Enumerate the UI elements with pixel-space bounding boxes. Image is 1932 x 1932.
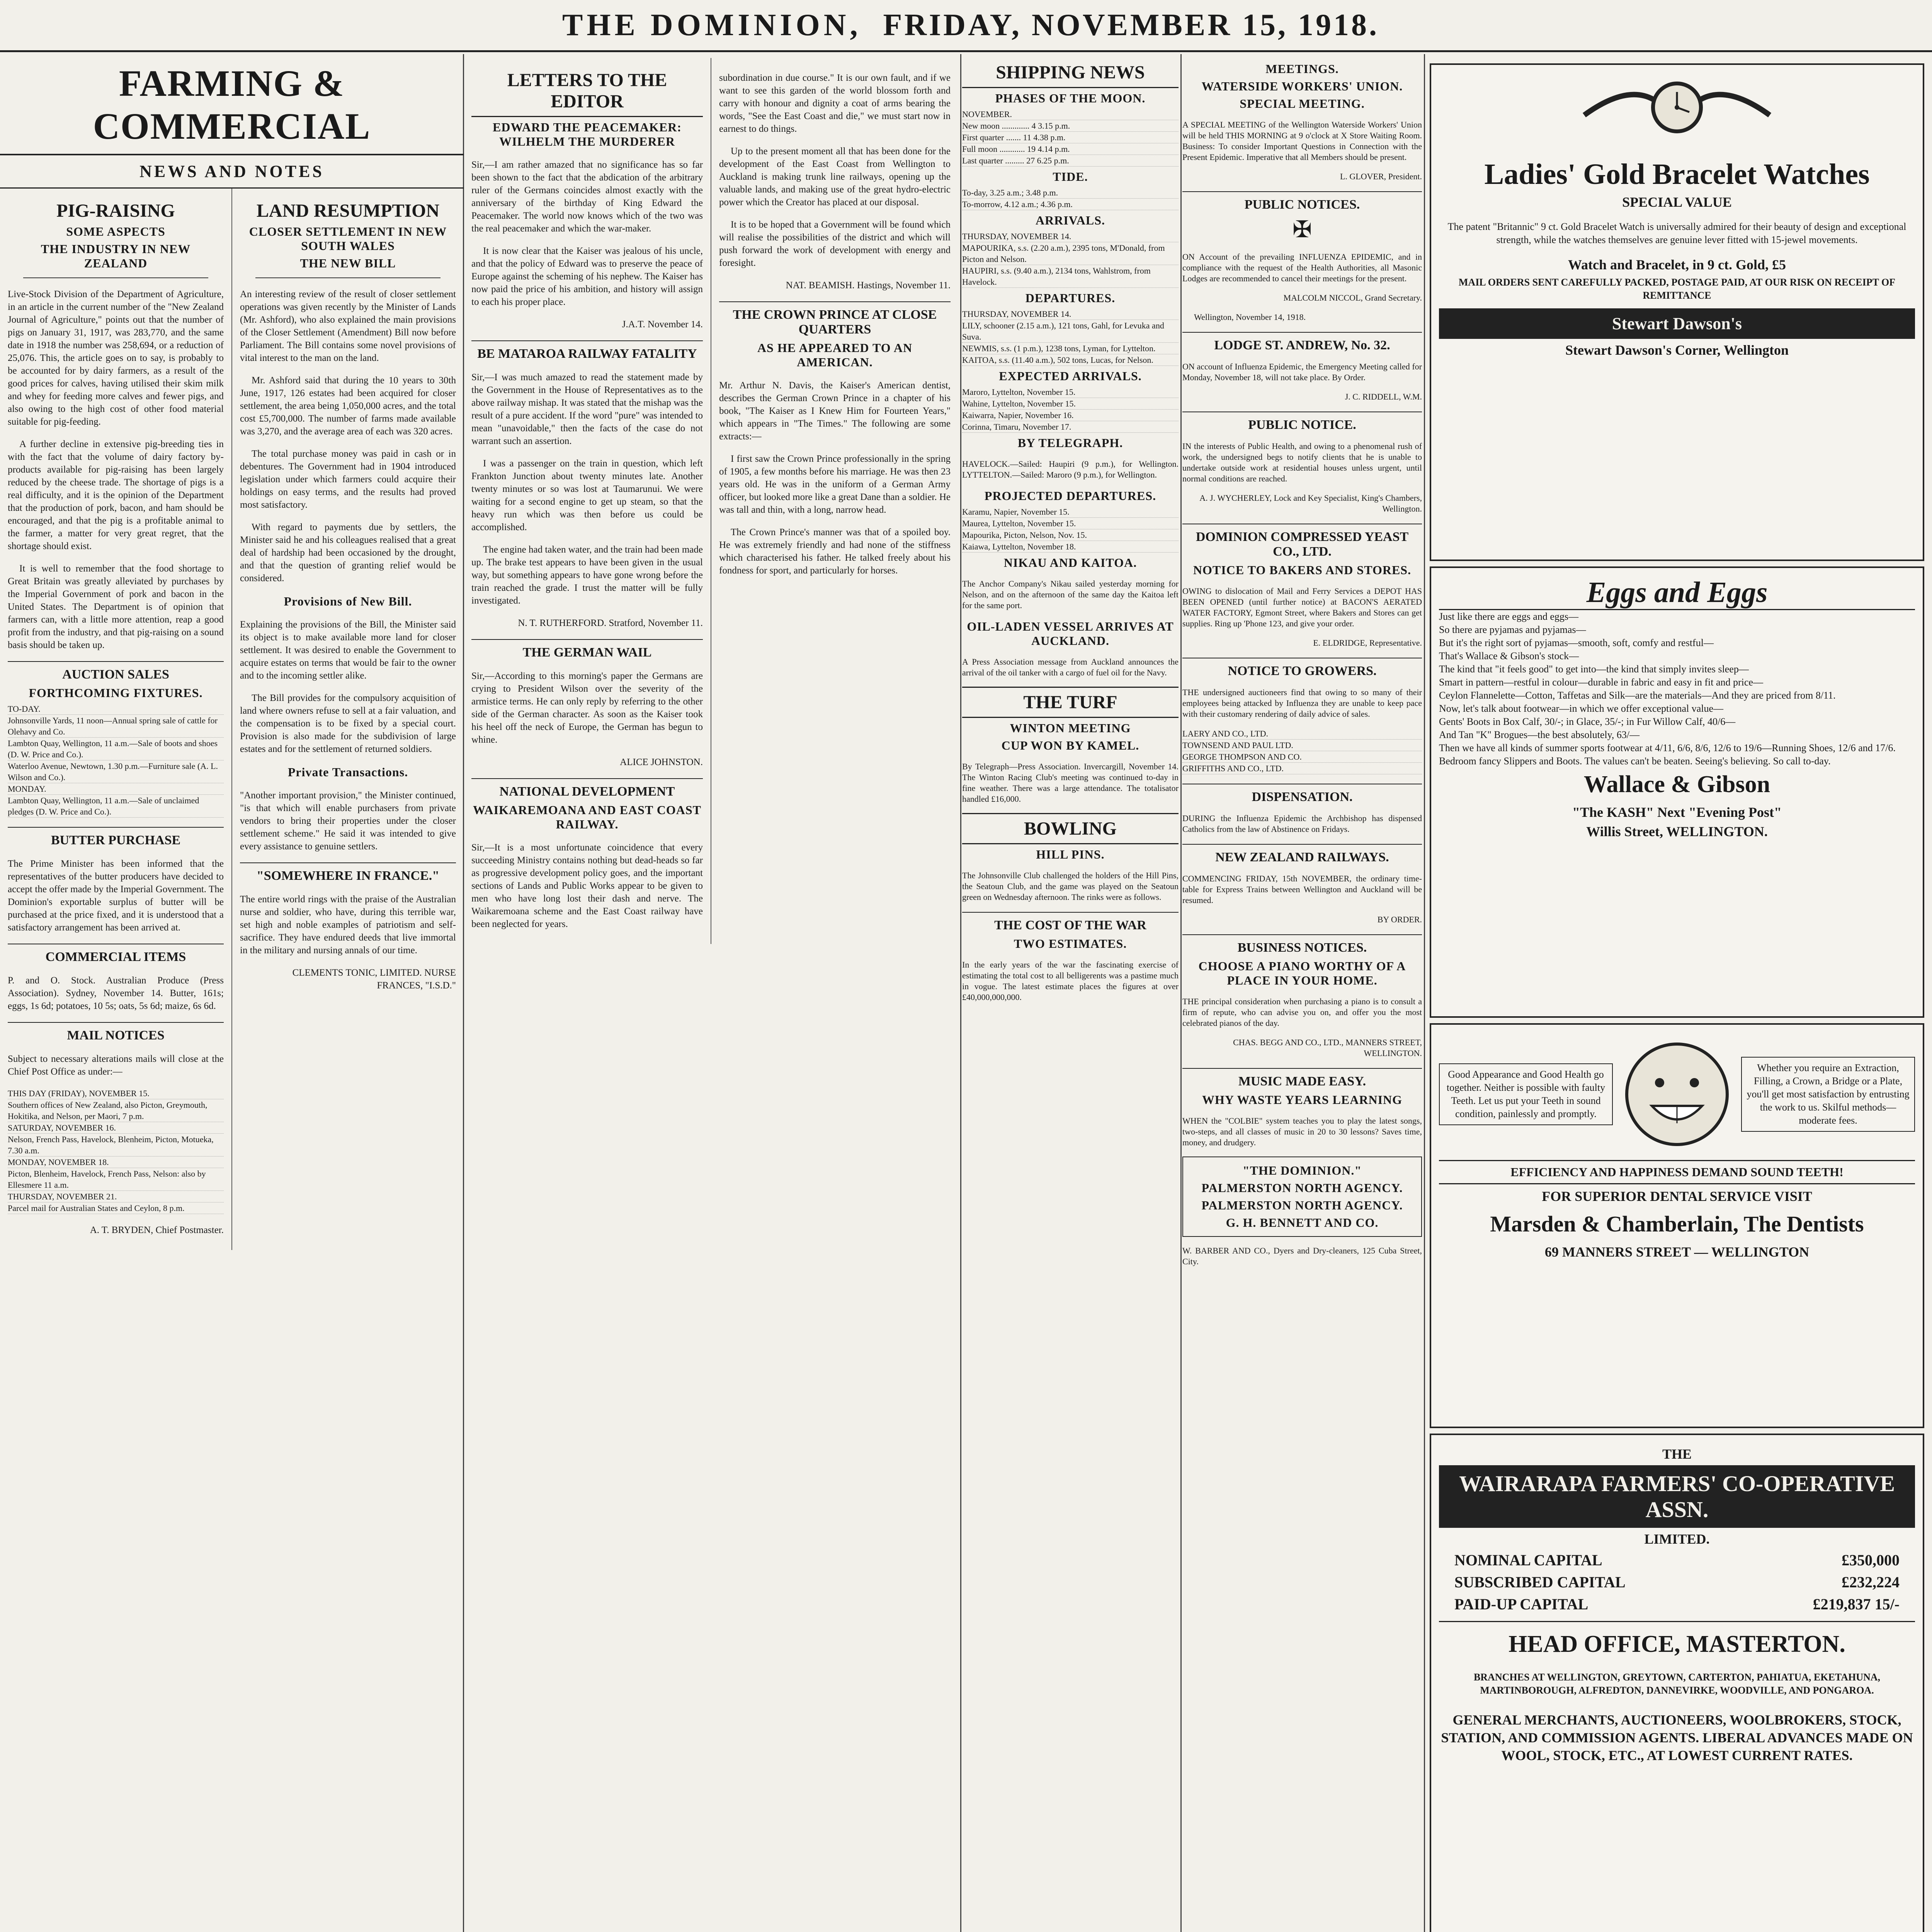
masthead (0, 0, 1932, 52)
mail-heading: MAIL NOTICES (8, 1022, 224, 1043)
watch-description: The patent "Britannic" 9 ct. Gold Bracelet Watch is universally admired for their beauty of design and exceptional strength, while the watches themselves are genuine lever fitted with 15-jewel movements. (1447, 221, 1906, 245)
moon-list (962, 109, 1179, 167)
wairarapa-services: GENERAL MERCHANTS, AUCTIONEERS, WOOLBROKERS, STOCK, STATION, AND COMMISSION AGENTS. LIBERAL ADVANCES MADE ON WOOL, STOCK, ETC., AT LOWEST CURRENT RATES. (1441, 1712, 1913, 1763)
mail-paragraph: Subject to necessary alterations mails will close at the Chief Post Office as under:— (8, 1054, 224, 1077)
oil-heading: OIL-LADEN VESSEL ARRIVES AT AUCKLAND. (967, 619, 1174, 648)
war-cost-paragraph: In the early years of the war the fascinating exercise of estimating the total cost to all belligerents was a pastime much in vogue. The latest estimate places the figures at over £40,000,000,000. (962, 960, 1179, 1002)
land-paragraph: "Another important provision," the Minister continued, "is that which will enable purchasers from private vendors to bring their properties under the closer settlement scheme." He said it was intended to give every assistance to genuine settlers. (240, 790, 456, 852)
letters-section (464, 58, 958, 1932)
list-item: SATURDAY, NOVEMBER 16. (8, 1122, 224, 1134)
wairarapa-limited: LIMITED. (1644, 1531, 1710, 1547)
letters-heading: LETTERS TO THE EDITOR (471, 70, 703, 117)
land-paragraph: Explaining the provisions of the Bill, the Minister said its object is to make available more land for closer settlement. It was desired to enable the Government to acquire estates on terms that would be fair to the owner and to the incoming settler alike. (240, 619, 456, 681)
farming-section (0, 58, 464, 1932)
notices-section (1182, 58, 1422, 1932)
development-heading: NATIONAL DEVELOPMENT (471, 778, 703, 799)
farming-subtitle: NEWS AND NOTES (0, 155, 464, 189)
france-heading: "SOMEWHERE IN FRANCE." (240, 862, 456, 883)
list-item: Southern offices of New Zealand, also Picton, Greymouth, Hokitika, and Nelson, per Maori, 7 p.m. (8, 1099, 224, 1122)
list-item: THURSDAY, NOVEMBER 14. (962, 308, 1179, 320)
list-item: GEORGE THOMPSON AND CO. (1182, 751, 1422, 763)
dominion-agency-line: "THE DOMINION." (1242, 1163, 1362, 1177)
newspaper-title: THE DOMINION, (562, 8, 862, 42)
dominion-agency-line: G. H. BENNETT AND CO. (1226, 1216, 1379, 1230)
yeast-heading: DOMINION COMPRESSED YEAST CO., LTD. (1182, 524, 1422, 559)
lodge-signature: J. C. RIDDELL, W.M. (1345, 392, 1422, 401)
railways-paragraph: COMMENCING FRIDAY, 15th NOVEMBER, the ordinary time-table for Express Trains between Wellington and Auckland will be resumed. (1182, 874, 1422, 905)
wallace-address: Willis Street, WELLINGTON. (1586, 824, 1768, 839)
dental-left-text: Good Appearance and Good Health go together. Neither is possible with faulty Teeth. Let us put your Teeth in sound condition, painlessly and promptly. (1439, 1063, 1613, 1125)
piano-paragraph: THE principal consideration when purchasing a piano is to consult a firm of repute, who can advise you on, and offer you the most celebrated pianos of the day. (1182, 997, 1422, 1028)
dental-firm-name: Marsden & Chamberlain, The Dentists (1490, 1211, 1864, 1236)
farming-left-column (0, 189, 231, 1250)
capital-label: NOMINAL CAPITAL (1454, 1551, 1602, 1569)
list-item: Maurea, Lyttelton, November 15. (962, 518, 1179, 529)
land-paragraph: Mr. Ashford said that during the 10 years to 30th June, 1917, 126 estates had been acquired for closer settlement, the area being 1,050,000 acres, and the total cost £5,700,000. The number of farms made available was 3,270, and the average area of each was 320 acres. (240, 375, 456, 437)
eggs-line: The kind that "it feels good" to get into—the kind that simply invites sleep— (1439, 663, 1749, 675)
wairarapa-name: WAIRARAPA FARMERS' CO-OPERATIVE ASSN. (1439, 1465, 1915, 1528)
watch-subtitle: SPECIAL VALUE (1622, 194, 1732, 210)
list-item: Waterloo Avenue, Newtown, 1.30 p.m.—Furniture sale (A. L. Wilson and Co.). (8, 760, 224, 783)
land-paragraph: An interesting review of the result of closer settlement operations was given recently by the Minister of Lands (Mr. Ashford), who also explained the main provisions of the Closer Settlement (Amendment) Bill now before Parliament. The Bill contains some novel provisions of vital interest to the man on the land. (240, 289, 456, 363)
oil-paragraph: A Press Association message from Auckland announces the arrival of the oil tanker with a cargo of fuel oil for the Navy. (962, 657, 1179, 677)
turf-heading: THE TURF (962, 687, 1179, 718)
list-item: Parcel mail for Australian States and Ceylon, 8 p.m. (8, 1202, 224, 1214)
watch-price: Watch and Bracelet, in 9 ct. Gold, £5 (1568, 257, 1786, 272)
watch-mail-orders: MAIL ORDERS SENT CAREFULLY PACKED, POSTAGE PAID, AT OUR RISK ON RECEIPT OF REMITTANCE (1458, 277, 1896, 301)
public-notice-signature: A. J. WYCHERLEY, Lock and Key Specialist, King's Chambers, Wellington. (1199, 493, 1422, 514)
tide-heading: TIDE. (1053, 170, 1088, 184)
piano-heading: CHOOSE A PIANO WORTHY OF A PLACE IN YOUR HOME. (1198, 959, 1406, 987)
dispensation-paragraph: DURING the Influenza Epidemic the Archbishop has dispensed Catholics from the law of Abstinence on Fridays. (1182, 813, 1422, 834)
list-item: LAERY AND CO., LTD. (1182, 728, 1422, 740)
pig-raising-paragraph: Live-Stock Division of the Department of Agriculture, in an article in the current number of the "New Zealand Journal of Agriculture," points out that the number of pigs on January 31, 1917, was 283,770, and the same date in 1918 the number was 258,694, or a reduction of 25,076. This, the article goes on to say, is probably to be accounted for by dairy farmers, as a result of the good prices for calves, having utilised their skim milk and whey for feeding more calves and fewer pigs, and also owing to the high cost of other food material suitable for pig-feeding. (8, 289, 224, 427)
telegraph-heading: BY TELEGRAPH. (1017, 436, 1123, 450)
butter-heading: BUTTER PURCHASE (8, 827, 224, 848)
lodge-heading: LODGE ST. ANDREW, No. 32. (1182, 332, 1422, 353)
crown-prince-paragraph: Mr. Arthur N. Davis, the Kaiser's American dentist, describes the German Crown Prince in a chapter of his book, "The Kaiser as I Knew Him for Fourteen Years," which appears in "The Times." The following are some extracts:— (719, 380, 951, 442)
war-cost-subhead: TWO ESTIMATES. (1014, 937, 1127, 951)
wairarapa-the: THE (1662, 1446, 1692, 1462)
commercial-heading: COMMERCIAL ITEMS (8, 944, 224, 964)
capital-row (1454, 1573, 1900, 1591)
eggs-line: But it's the right sort of pyjamas—smooth, soft, comfy and restful— (1439, 637, 1714, 648)
land-subhead-4: Private Transactions. (287, 765, 408, 779)
yeast-paragraph: OWING to dislocation of Mail and Ferry Services a DEPOT HAS BEEN OPENED (until further notice) at BACON'S AERATED WATER FACTORY, Egmont Street, where Bakers and Stores can get supplies. Ring up 'Phone 123, and give your order. (1182, 586, 1422, 628)
eggs-line: And Tan "K" Brogues—the best absolutely, 63/— (1439, 729, 1640, 740)
dental-right-text: Whether you require an Extraction, Filling, a Crown, a Bridge or a Plate, you'll get most satisfaction by entrusting the work to us. Skilful methods—moderate fees. (1741, 1057, 1915, 1132)
railways-heading: NEW ZEALAND RAILWAYS. (1182, 844, 1422, 865)
pig-raising-paragraph: It is well to remember that the food shortage to Great Britain was greatly alleviated by purchases by the Imperial Government of pork and bacon in the United States. The Department is of opinion that farmers can, with a little more attention, reap a good profit from the industry, and that pig-raising on a sound basis should be taken up. (8, 563, 224, 650)
list-item: GRIFFITHS AND CO., LTD. (1182, 763, 1422, 774)
railway-paragraph: I was a passenger on the train in question, which left Frankton Junction about twenty minutes late. Another twenty minutes or so was lost at Taumarunui. We were waiting for a second engine to get up steam, so that the heavy run which was then before us could be accomplished. (471, 458, 703, 532)
list-item: TOWNSEND AND PAUL LTD. (1182, 740, 1422, 751)
letter-signature: J.A.T. November 14. (622, 319, 703, 330)
list-item: THURSDAY, NOVEMBER 14. (962, 231, 1179, 242)
eggs-line: Now, let's talk about footwear—in which we offer exceptional value— (1439, 703, 1724, 714)
list-item: To-morrow, 4.12 a.m.; 4.36 p.m. (962, 199, 1179, 210)
list-item: THIS DAY (FRIDAY), NOVEMBER 15. (8, 1088, 224, 1099)
union-paragraph: A SPECIAL MEETING of the Wellington Waterside Workers' Union will be held THIS MORNING at 9 o'clock at X Store Waiting Room. Business: To consider Important Questions in Connection with the Present Epidemic. Imperative that all Members should be present. (1182, 120, 1422, 162)
yeast-subhead: NOTICE TO BAKERS AND STORES. (1193, 563, 1412, 577)
wail-heading: THE GERMAN WAIL (471, 639, 703, 660)
list-item: Kaiawa, Lyttelton, November 18. (962, 541, 1179, 553)
pig-raising-subhead: SOME ASPECTS (66, 224, 165, 238)
eggs-line: Ceylon Flannelette—Cotton, Taffetas and Silk—are the materials—And they are priced from 8/11. (1439, 690, 1836, 701)
list-item: Johnsonville Yards, 11 noon—Annual spring sale of cattle for Olehavy and Co. (8, 715, 224, 738)
barber-notice: W. BARBER AND CO., Dyers and Dry-cleaners, 125 Cuba Street, City. (1182, 1246, 1422, 1266)
issue-date: FRIDAY, NOVEMBER 15, 1918. (883, 8, 1379, 42)
list-item: Nelson, French Pass, Havelock, Blenheim, Picton, Motueka, 7.30 a.m. (8, 1134, 224, 1156)
pig-raising-heading: PIG-RAISING (56, 201, 175, 221)
mail-list (8, 1088, 224, 1214)
capital-label: PAID-UP CAPITAL (1454, 1595, 1588, 1613)
eggs-line: Smart in pattern—restful in colour—durable in fabric and easy in fit and price— (1439, 677, 1763, 688)
dental-headline: EFFICIENCY AND HAPPINESS DEMAND SOUND TEETH! (1439, 1160, 1915, 1184)
list-item: MONDAY, NOVEMBER 18. (8, 1156, 224, 1168)
bowling-paragraph: The Johnsonville Club challenged the holders of the Hill Pins, the Seatoun Club, and the game was played on the Seatoun green on Wednesday afternoon. The rinks were as follows. (962, 871, 1179, 902)
land-paragraph: With regard to payments due by settlers, the Minister said he and his colleagues realised that a great deal of hardship had been occasioned by the drought, and that the question of granting relief would be considered. (240, 522, 456, 583)
lodge-paragraph: ON account of Influenza Epidemic, the Emergency Meeting called for Monday, November 18, will not take place. By Order. (1182, 362, 1422, 382)
eggs-line: Then we have all kinds of summer sports footwear at 4/11, 6/6, 8/6, 12/6 to 19/6—Running Shoes, 12/6 and 17/6. (1439, 742, 1896, 753)
letter-heading: EDWARD THE PEACEMAKER: WILHELM THE MURDERER (493, 120, 682, 148)
letter-continued-paragraph: subordination in due course." It is our own fault, and if we want to see this garden of the world blossom forth and carry with honour and dignity a coat of arms bearing the words, "See the East Coast and die," we must start now in earnest to do things. (719, 73, 951, 134)
shipping-section (962, 58, 1179, 1932)
list-item: Last quarter ......... 27 6.25 p.m. (962, 155, 1179, 167)
piano-signature: CHAS. BEGG AND CO., LTD., MANNERS STREET, WELLINGTON. (1233, 1037, 1422, 1058)
bowling-heading: BOWLING (962, 813, 1179, 844)
public-notice-heading: PUBLIC NOTICE. (1182, 412, 1422, 432)
turf-subhead: WINTON MEETING (1010, 721, 1131, 735)
list-item: Corinna, Timaru, November 17. (962, 421, 1179, 433)
wallace-slogan: "The KASH" Next "Evening Post" (1572, 804, 1782, 820)
masonic-paragraph: ON Account of the prevailing INFLUENZA EPIDEMIC, and in compliance with the request of the Health Authorities, all Masonic Lodges are recommended to cancel their meetings for the present. (1182, 252, 1422, 283)
eggs-line: That's Wallace & Gibson's stock— (1439, 650, 1579, 662)
railway-paragraph: Sir,—I was much amazed to read the statement made by the Government in the House of Representatives as to the above railway mishap. It was stated that the mishap was the result of a pure accident. If the word "pure" was intended to mean "unavoidable," then the facts of the case do not warrant such an assertion. (471, 372, 703, 446)
land-paragraph: The total purchase money was paid in cash or in debentures. The Government had in 1904 introduced legislation under which farmers could acquire their holdings on easy terms, and the results had proved most satisfactory. (240, 449, 456, 510)
dental-ad (1430, 1023, 1924, 1428)
eggs-line: Just like there are eggs and eggs— (1439, 611, 1579, 622)
dawson-address: Stewart Dawson's Corner, Wellington (1565, 342, 1789, 358)
list-item: Full moon ............ 19 4.14 p.m. (962, 143, 1179, 155)
france-paragraph: The entire world rings with the praise of the Australian nurse and soldier, who have, during this terrible war, set high and noble examples of patriotism and self-sacrifice. They have endured deeds that live immortal in the military and nursing annals of our time. (240, 894, 456, 956)
dominion-agency-line: PALMERSTON NORTH AGENCY. (1201, 1198, 1403, 1212)
union-heading: WATERSIDE WORKERS' UNION. (1201, 79, 1403, 93)
eggs-line: So there are pyjamas and pyjamas— (1439, 624, 1586, 635)
turf-paragraph: By Telegraph—Press Association. Invercargill, November 14. The Winton Racing Club's meeting was continued to-day in fine weather. There was a large attendance. The totalisator handled £16,000. (962, 762, 1179, 804)
crown-prince-paragraph: I first saw the Crown Prince professionally in the spring of 1905, a few months before his marriage. He was then 23 years old. He was in the uniform of a German Army officer, but looked more like a great Dane than a soldier. He was tall and thin, with a long, narrow head. (719, 454, 951, 515)
dawson-name: Stewart Dawson's (1439, 308, 1915, 339)
list-item: Mapourika, Picton, Nelson, Nov. 15. (962, 529, 1179, 541)
railway-heading: BE MATAROA RAILWAY FATALITY (471, 340, 703, 361)
masonic-date: Wellington, November 14, 1918. (1194, 312, 1306, 322)
expected-heading: EXPECTED ARRIVALS. (999, 369, 1142, 383)
meetings-heading: MEETINGS. (1265, 62, 1339, 76)
development-subhead: WAIKAREMOANA AND EAST COAST RAILWAY. (473, 803, 701, 831)
dental-address: 69 MANNERS STREET — WELLINGTON (1544, 1244, 1810, 1260)
postmaster-signature: A. T. BRYDEN, Chief Postmaster. (90, 1225, 224, 1235)
crown-prince-subhead: AS HE APPEARED TO AN AMERICAN. (757, 341, 913, 369)
land-paragraph: The Bill provides for the compulsory acquisition of land where owners refuse to sell at a fair valuation, and the compensation is to be fixed by a special court. Provision is also made for the subdivision of large estates and for the settlement of returned soldiers. (240, 693, 456, 754)
letters-left-column (464, 58, 711, 944)
list-item: Picton, Blenheim, Havelock, French Pass, Nelson: also by Ellesmere 11 a.m. (8, 1168, 224, 1191)
growers-paragraph: THE undersigned auctioneers find that owing to so many of their employees being attacked by Influenza they are unable to keep pace with their customary rendering of daily advice of sales. (1182, 687, 1422, 719)
list-item: Kaiwarra, Napier, November 16. (962, 410, 1179, 421)
crown-prince-heading: THE CROWN PRINCE AT CLOSE QUARTERS (719, 301, 951, 337)
list-item: First quarter ....... 11 4.38 p.m. (962, 132, 1179, 143)
letter-paragraph: Sir,—I am rather amazed that no significance has so far been shown to the fact that the abdication of the arbitrary ruler of the Germans coincides almost exactly with the anniversary of the birthday of King Edward the Peacemaker. The world now knows which of the two was the real peacemaker and which the war-maker. (471, 160, 703, 234)
list-item: MONDAY. (8, 783, 224, 795)
union-subhead: SPECIAL MEETING. (1240, 97, 1365, 111)
list-item: Wahine, Lyttelton, November 15. (962, 398, 1179, 410)
railway-signature: N. T. RUTHERFORD. Stratford, November 11. (518, 618, 703, 628)
watch-ad (1430, 63, 1924, 561)
capital-label: SUBSCRIBED CAPITAL (1454, 1573, 1626, 1591)
music-heading: MUSIC MADE EASY. (1182, 1068, 1422, 1089)
eggs-ad (1430, 566, 1924, 1018)
wail-signature: ALICE JOHNSTON. (620, 757, 703, 767)
growers-heading: NOTICE TO GROWERS. (1182, 658, 1422, 679)
butter-paragraph: The Prime Minister has been informed that the representatives of the butter producers have decided to accept the offer made by the Imperial Government. The Dominion's exportable surplus of butter will be purchased at the price fixed, and it is understood that a satisfactory arrangement has been arrived at. (8, 859, 224, 933)
ads-section (1426, 58, 1928, 1932)
list-item: LILY, schooner (2.15 a.m.), 121 tons, Gahl, for Levuka and Suva. (962, 320, 1179, 343)
music-subhead: WHY WASTE YEARS LEARNING (1202, 1093, 1403, 1107)
list-item: New moon ............. 4 3.15 p.m. (962, 120, 1179, 132)
telegraph-paragraph: HAVELOCK.—Sailed: Haupiri (9 p.m.), for Wellington. LYTTELTON.—Sailed: Maroro (9 p.m.), for Wellington. (962, 459, 1179, 480)
projected-heading: PROJECTED DEPARTURES. (984, 489, 1156, 503)
war-cost-heading: THE COST OF THE WAR (962, 912, 1179, 933)
wairarapa-office: HEAD OFFICE, MASTERTON. (1439, 1621, 1915, 1661)
union-signature: L. GLOVER, President. (1340, 172, 1422, 181)
commercial-paragraph: P. and O. Stock. Australian Produce (Press Association). Sydney, November 14. Butter, 161s; eggs, 1s 6d; potatoes, 10 5s; oats, 5s 6d; maize, 6s 6d. (8, 975, 224, 1011)
nikau-paragraph: The Anchor Company's Nikau sailed yesterday morning for Nelson, and on the afternoon of the same day the Kaitoa left for the same port. (962, 579, 1179, 610)
wairarapa-ad (1430, 1434, 1924, 1932)
watch-title: Ladies' Gold Bracelet Watches (1484, 158, 1870, 190)
masonic-emblem-icon: ✠ (1292, 217, 1312, 242)
bracelet-watch-icon (1577, 77, 1777, 154)
masonic-signature: MALCOLM NICCOL, Grand Secretary. (1283, 293, 1422, 303)
pig-raising-subhead-2: THE INDUSTRY IN NEW ZEALAND (41, 242, 191, 270)
moon-heading: PHASES OF THE MOON. (995, 91, 1146, 105)
list-item: Lambton Quay, Wellington, 11 a.m.—Sale of unclaimed pledges (D. W. Price and Co.). (8, 795, 224, 818)
capital-row (1454, 1551, 1900, 1569)
list-item: To-day, 3.25 a.m.; 3.48 p.m. (962, 187, 1179, 199)
letter-continued-signature: NAT. BEAMISH. Hastings, November 11. (786, 280, 951, 291)
capital-value: £232,224 (1842, 1573, 1900, 1591)
yeast-signature: E. ELDRIDGE, Representative. (1313, 638, 1422, 648)
pig-raising-paragraph: A further decline in extensive pig-breeding ties in with the fact that the volume of dairy factory by-products available for pig-raising has been largely reduced by the cheese trade. The shortage of pigs is a real difficulty, and it is the opinion of the Department that the production of pork, bacon, and ham should be encouraged, and that the pig is a profitable animal to the farmer, a matter for very great regret, that the shortage should exist. (8, 439, 224, 551)
list-item: HAUPIRI, s.s. (9.40 a.m.), 2134 tons, Wahlstrom, from Havelock. (962, 265, 1179, 288)
list-item: NEWMIS, s.s. (1 p.m.), 1238 tons, Lyman, for Lyttelton. (962, 343, 1179, 354)
list-item: Maroro, Lyttelton, November 15. (962, 386, 1179, 398)
railways-signature: BY ORDER. (1377, 915, 1422, 924)
list-item: Lambton Quay, Wellington, 11 a.m.—Sale of boots and shoes (D. W. Price and Co.). (8, 738, 224, 760)
nikau-heading: NIKAU AND KAITOA. (1003, 556, 1137, 570)
shipping-heading: SHIPPING NEWS (962, 62, 1179, 88)
development-paragraph: Sir,—It is a most unfortunate coincidence that every succeeding Ministry contains nothing but dead-heads so far as progressive development policy goes, and the important sections of Lands and Public Works appear to be given to men who have long lost their dash and nerve. The Waikaremoana scheme and the East Coast railway have been neglected for years. (471, 842, 703, 929)
eggs-line: Gents' Boots in Box Calf, 30/-; in Glace, 35/-; in Fur Willow Calf, 40/6— (1439, 716, 1736, 727)
crown-prince-paragraph: The Crown Prince's manner was that of a spoiled boy. He was extremely friendly and had none of the stiffness which characterised his father. He talked freely about his fondness for sport, and particularly for horses. (719, 527, 951, 576)
dispensation-heading: DISPENSATION. (1182, 784, 1422, 804)
wail-paragraph: Sir,—According to this morning's paper the Germans are crying to President Wilson over the severity of the armistice terms. He can only reply by referring to the other side of the German character. As soon as the Kaiser took his heel off the neck of Europe, the German has begun to whine. (471, 671, 703, 745)
wallace-name: Wallace & Gibson (1583, 771, 1770, 798)
public-notices-heading: PUBLIC NOTICES. (1182, 191, 1422, 212)
turf-subhead-2: CUP WON BY KAMEL. (1001, 738, 1139, 752)
wairarapa-branches: BRANCHES AT WELLINGTON, GREYTOWN, CARTERTON, PAHIATUA, EKETAHUNA, MARTINBOROUGH, ALFREDTON, DANNEVIRKE, WOODVILLE, AND PONGAROA. (1473, 1672, 1881, 1696)
capital-value: £350,000 (1842, 1551, 1900, 1569)
letter-continued-paragraph: It is to be hoped that a Government will be found which will realise the possibilities of the district and which will push forward the work of development with energy and foresight. (719, 219, 951, 268)
public-notice-paragraph: IN the interests of Public Health, and owing to a phenomenal rush of work, the undersigned begs to notify clients that he is unable to undertake outside work at residential houses unless urgent, until normal conditions are reached. (1182, 441, 1422, 483)
list-item: Karamu, Napier, November 15. (962, 506, 1179, 518)
letter-continued-paragraph: Up to the present moment all that has been done for the development of the East Coast from Wellington to Auckland is making trunk line railways, opening up the valuable lands, and making use of the great hydro-electric power which the Creator has placed at our disposal. (719, 146, 951, 207)
list-item: MAPOURIKA, s.s. (2.20 a.m.), 2395 tons, M'Donald, from Picton and Nelson. (962, 242, 1179, 265)
smiling-face-icon (1619, 1036, 1735, 1152)
railway-paragraph: The engine had taken water, and the train had been made up. The brake test appears to have been given in the usual way, but something appears to have gone wrong before the train reached the grade. I trust the matter will be fully investigated. (471, 544, 703, 606)
departures-heading: DEPARTURES. (1025, 291, 1116, 305)
auction-heading: AUCTION SALES (8, 661, 224, 682)
capital-row (1454, 1595, 1900, 1613)
arrivals-heading: ARRIVALS. (1035, 213, 1105, 227)
capital-value: £219,837 15/- (1813, 1595, 1900, 1613)
dominion-agency-box (1182, 1156, 1422, 1237)
land-subhead-3: Provisions of New Bill. (284, 594, 412, 608)
auction-subhead: FORTHCOMING FIXTURES. (29, 686, 203, 700)
dominion-agency-line: PALMERSTON NORTH AGENCY. (1201, 1181, 1403, 1195)
letters-right-column (711, 58, 958, 944)
eggs-title: Eggs and Eggs (1439, 576, 1915, 610)
farming-title: FARMING & COMMERCIAL (0, 58, 464, 155)
business-heading: BUSINESS NOTICES. (1182, 934, 1422, 955)
land-subhead-2: THE NEW BILL (300, 256, 396, 270)
land-heading: LAND RESUMPTION (256, 201, 440, 221)
eggs-line: Bedroom fancy Slippers and Boots. The values can't be beaten. Seeing's believing. So call to-day. (1439, 755, 1831, 767)
farming-right-column (231, 189, 464, 1250)
list-item: TO-DAY. (8, 703, 224, 715)
bowling-subhead: HILL PINS. (1036, 847, 1105, 861)
list-item: THURSDAY, NOVEMBER 21. (8, 1191, 224, 1202)
auction-list (8, 703, 224, 818)
list-item: KAITOA, s.s. (11.40 a.m.), 502 tons, Lucas, for Nelson. (962, 354, 1179, 366)
letter-paragraph: It is now clear that the Kaiser was jealous of his uncle, and that the policy of Edward was to preserve the peace of Europe against the scheming of his nephew. The Kaiser has now paid the price of his ambition, and history will assign to each his proper place. (471, 246, 703, 307)
music-paragraph: WHEN the "COLBIE" system teaches you to play the latest songs, two-steps, and all classes of music in 20 to 30 lessons? Saves time, money, and drudgery. (1182, 1116, 1422, 1147)
dental-subheadline: FOR SUPERIOR DENTAL SERVICE VISIT (1542, 1189, 1812, 1204)
list-item: NOVEMBER. (962, 109, 1179, 120)
land-subhead: CLOSER SETTLEMENT IN NEW SOUTH WALES (249, 224, 447, 253)
france-signature: CLEMENTS TONIC, LIMITED. NURSE FRANCES, "I.S.D." (292, 968, 456, 991)
